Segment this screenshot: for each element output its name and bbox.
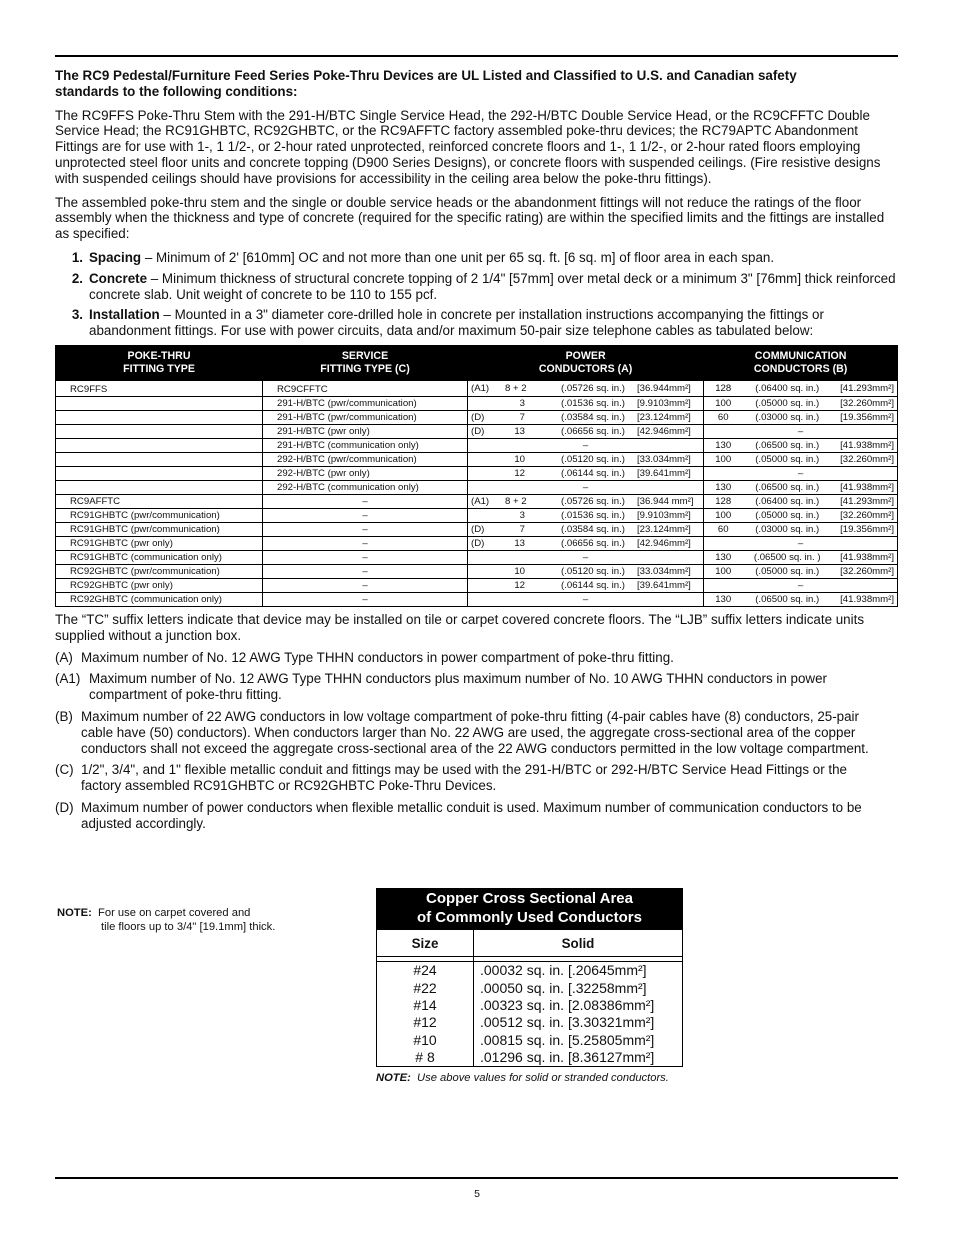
comm-mm: [41.938mm²] bbox=[840, 593, 894, 605]
cell-poke-thru: RC91GHBTC (pwr/communication) bbox=[56, 508, 263, 522]
size-cell: #10 bbox=[377, 1032, 474, 1049]
footnote-label: (C) bbox=[55, 762, 74, 778]
power-note bbox=[468, 579, 505, 592]
cell-communication bbox=[704, 550, 898, 564]
power-dash: – bbox=[582, 593, 589, 605]
comm-mm: [41.938mm²] bbox=[840, 481, 894, 493]
footnote bbox=[55, 709, 898, 756]
cell-communication bbox=[704, 410, 898, 424]
cell-poke-thru: RC9AFFTC bbox=[56, 494, 263, 508]
cell-power bbox=[468, 424, 704, 438]
cell-communication bbox=[704, 578, 898, 592]
comm-sq-in: (.06400 sq. in.) bbox=[755, 382, 820, 394]
cell-poke-thru: RC91GHBTC (pwr/communication) bbox=[56, 522, 263, 536]
table-row bbox=[56, 564, 898, 578]
comm-dash: – bbox=[797, 425, 804, 437]
cell-service: – bbox=[263, 536, 468, 550]
solid-cell: .00815 sq. in. [5.25805mm²] bbox=[474, 1032, 683, 1049]
cell-poke-thru bbox=[56, 396, 263, 410]
cell-service: 292-H/BTC (pwr/communication) bbox=[263, 452, 468, 466]
power-note: (D) bbox=[471, 425, 485, 437]
comm-values bbox=[704, 495, 897, 508]
power-sq-in: (.06144 sq. in.) bbox=[561, 579, 625, 591]
cell-service: 291-H/BTC (pwr only) bbox=[263, 424, 468, 438]
comm-mm: [32.260mm²] bbox=[840, 453, 894, 465]
power-dash: – bbox=[582, 551, 589, 563]
comm-sq-in: (.05000 sq. in.) bbox=[755, 453, 820, 465]
comm-dash: – bbox=[797, 537, 804, 549]
footnote-label: (A) bbox=[55, 649, 73, 665]
power-values bbox=[468, 411, 703, 424]
comm-values bbox=[704, 509, 897, 522]
power-values bbox=[468, 495, 703, 508]
cell-power bbox=[468, 578, 704, 592]
comm-sq-in: (.05000 sq. in.) bbox=[755, 509, 820, 521]
list-item: 3. Installation – Mounted in a 3" diameter core-drilled hole in concrete per installation instructions accompanying the fittings or abandonment fittings. For use with power circuits, data and/or maximum 50-pair size telephone cables as tabulated below: bbox=[71, 307, 824, 339]
table-row bbox=[377, 1014, 683, 1031]
comm-sq-in: (.03000 sq. in.) bbox=[755, 411, 820, 423]
power-mm: [36.944mm²] bbox=[637, 382, 691, 394]
carpet-note: NOTE: For use on carpet covered and tile floors up to 3/4" [19.1mm] thick. bbox=[57, 907, 276, 933]
cell-service: 292-H/BTC (pwr only) bbox=[263, 466, 468, 480]
table-row bbox=[56, 550, 898, 564]
copper-table bbox=[376, 929, 683, 1067]
power-mm: [23.124mm²] bbox=[637, 411, 691, 423]
comm-mm: [41.293mm²] bbox=[840, 495, 894, 507]
tc-note: The “TC” suffix letters indicate that device may be installed on tile or carpet covered concrete floors. The “LJB” suffix letters indicate units supplied without a junction box. bbox=[55, 611, 865, 643]
size-cell: #22 bbox=[377, 979, 474, 996]
table-row bbox=[377, 962, 683, 980]
power-note: (D) bbox=[471, 411, 485, 423]
table-row bbox=[377, 997, 683, 1014]
cell-poke-thru bbox=[56, 466, 263, 480]
size-cell: #14 bbox=[377, 997, 474, 1014]
solid-cell: .01296 sq. in. [8.36127mm²] bbox=[474, 1049, 683, 1067]
table-row bbox=[56, 452, 898, 466]
cell-communication bbox=[704, 480, 898, 494]
comm-mm: [32.260mm²] bbox=[840, 565, 894, 577]
copper-table-box bbox=[376, 888, 683, 1084]
table-row bbox=[56, 396, 898, 410]
footnote-text: Maximum number of 22 AWG conductors in low voltage compartment of poke-thru fitting (4-pair cables have (8) conductors, 25-pair cable have (50) conductors). When conductors larger than No. 22 AWG are used, the aggregate cross-sectional area of the copper conductors shall not exceed the aggregate cross-sectional area of the 22 AWG conductors permitted in the low voltage compartment. bbox=[81, 708, 869, 756]
power-count: 3 bbox=[519, 509, 525, 521]
power-values bbox=[468, 565, 703, 578]
cell-poke-thru bbox=[56, 424, 263, 438]
col-power: POWER CONDUCTORS (A) bbox=[468, 345, 704, 380]
comm-values bbox=[704, 593, 897, 606]
col-poke-thru: POKE-THRU FITTING TYPE bbox=[56, 345, 263, 380]
power-sq-in: (.06144 sq. in.) bbox=[561, 467, 625, 479]
power-mm: [9.9103mm²] bbox=[637, 397, 691, 409]
power-values bbox=[468, 537, 703, 550]
comm-sq-in: (.06500 sq. in.) bbox=[755, 439, 820, 451]
power-sq-in: (.03584 sq. in.) bbox=[561, 523, 625, 535]
footnote-label: (B) bbox=[55, 708, 73, 724]
bottom-rule bbox=[55, 1177, 898, 1179]
cell-power bbox=[468, 452, 704, 466]
power-sq-in: (.01536 sq. in.) bbox=[561, 509, 625, 521]
cell-communication bbox=[704, 438, 898, 452]
power-mm: [42.946mm²] bbox=[637, 537, 691, 549]
solid-cell: .00032 sq. in. [.20645mm²] bbox=[474, 962, 683, 980]
power-note: (D) bbox=[471, 537, 485, 549]
power-mm: [23.124mm²] bbox=[637, 523, 691, 535]
table-row bbox=[56, 466, 898, 480]
power-sq-in: (.03584 sq. in.) bbox=[561, 411, 625, 423]
power-mm: [33.034mm²] bbox=[637, 565, 691, 577]
power-note bbox=[468, 509, 505, 522]
top-rule bbox=[55, 55, 898, 57]
power-note: (A1) bbox=[471, 382, 490, 394]
comm-sq-in: (.05000 sq. in.) bbox=[755, 397, 820, 409]
power-count: 7 bbox=[519, 523, 525, 535]
power-values bbox=[468, 425, 703, 438]
table-header-row bbox=[56, 345, 898, 380]
comm-count: 100 bbox=[715, 565, 732, 577]
table-row bbox=[56, 438, 898, 452]
comm-sq-in: (.06400 sq. in.) bbox=[755, 495, 820, 507]
comm-sq-in: (.03000 sq. in.) bbox=[755, 523, 820, 535]
comm-values bbox=[704, 411, 897, 424]
cell-power bbox=[468, 550, 704, 564]
power-count: 7 bbox=[519, 411, 525, 423]
copper-note: NOTE: Use above values for solid or stranded conductors. bbox=[376, 1072, 669, 1085]
col-service: SERVICE FITTING TYPE (C) bbox=[263, 345, 468, 380]
comm-count: 100 bbox=[715, 453, 732, 465]
power-mm: [9.9103mm²] bbox=[637, 509, 691, 521]
footnote-text: Maximum number of No. 12 AWG Type THHN conductors plus maximum number of No. 10 AWG THHN conductors in power compartment of poke-thru fitting. bbox=[89, 671, 827, 703]
cell-poke-thru: RC91GHBTC (pwr only) bbox=[56, 536, 263, 550]
comm-values bbox=[704, 551, 897, 564]
power-dash: – bbox=[582, 439, 589, 451]
comm-sq-in: (.05000 sq. in.) bbox=[755, 565, 820, 577]
comm-count: 130 bbox=[715, 481, 732, 493]
power-values bbox=[468, 453, 703, 466]
power-sq-in: (.05726 sq. in.) bbox=[561, 495, 625, 507]
cell-communication bbox=[704, 522, 898, 536]
cell-power bbox=[468, 494, 704, 508]
cell-communication bbox=[704, 494, 898, 508]
power-count: 8 + 2 bbox=[505, 382, 527, 394]
cell-power bbox=[468, 592, 704, 606]
power-mm: [39.641mm²] bbox=[637, 467, 691, 479]
cell-service: 291-H/BTC (communication only) bbox=[263, 438, 468, 452]
comm-mm: [41.938mm²] bbox=[840, 551, 894, 563]
cell-service: – bbox=[263, 550, 468, 564]
cell-power bbox=[468, 466, 704, 480]
footnotes bbox=[55, 650, 898, 832]
power-count: 10 bbox=[514, 565, 525, 577]
table-row bbox=[56, 578, 898, 592]
cell-power bbox=[468, 396, 704, 410]
footnote bbox=[55, 671, 898, 703]
power-note bbox=[468, 467, 505, 480]
cell-power bbox=[468, 522, 704, 536]
power-count: 12 bbox=[514, 467, 525, 479]
comm-count: 100 bbox=[715, 397, 732, 409]
table-row bbox=[56, 410, 898, 424]
comm-mm: [32.260mm²] bbox=[840, 509, 894, 521]
comm-mm: [41.938mm²] bbox=[840, 439, 894, 451]
solid-cell: .00050 sq. in. [.32258mm²] bbox=[474, 979, 683, 996]
comm-count: 60 bbox=[717, 523, 729, 535]
power-values bbox=[468, 579, 703, 592]
cell-communication bbox=[704, 380, 898, 396]
list-item: 2. Concrete – Minimum thickness of structural concrete topping of 2 1/4" [57mm] over metal deck or a minimum 3" [76mm] thick reinforced concrete slab. Unit weight of concrete to be 110 to 155 pcf. bbox=[71, 270, 896, 302]
power-mm: [39.641mm²] bbox=[637, 579, 691, 591]
cell-power bbox=[468, 508, 704, 522]
intro-paragraph: The RC9FFS Poke-Thru Stem with the 291-H/BTC Single Service Head, the 292-H/BTC Double Service Head, or the RC9CFFTC Double Service Head; the RC91GHBTC, RC92GHBTC, or the RC9AFFTC factory assembled poke-thru devices; the RC79APTC Abandonment Fittings are for use with 1-, 1 1/2-, or 2-hour rated unprotected, reinforced concrete floors and 1-, 1 1/2-, or 2-hour rated floors employing unprotected steel floor units and concrete topping (D900 Series Designs), or concrete floors with suspended ceilings. (Fire resistive designs with suspended ceilings should have provisions for accessibility in the ceiling area below the poke-thru fittings). bbox=[55, 107, 881, 186]
footnote bbox=[55, 762, 898, 794]
footnote bbox=[55, 650, 898, 666]
cell-service: 291-H/BTC (pwr/communication) bbox=[263, 410, 468, 424]
power-values bbox=[468, 523, 703, 536]
cell-service: 292-H/BTC (communication only) bbox=[263, 480, 468, 494]
cell-communication bbox=[704, 536, 898, 550]
table-row bbox=[56, 424, 898, 438]
cell-service: – bbox=[263, 592, 468, 606]
table-row bbox=[377, 1049, 683, 1067]
footnote-label: (A1) bbox=[55, 671, 81, 687]
power-sq-in: (.06656 sq. in.) bbox=[561, 425, 625, 437]
solid-cell: .00323 sq. in. [2.08386mm²] bbox=[474, 997, 683, 1014]
comm-count: 60 bbox=[717, 411, 729, 423]
comm-values bbox=[704, 439, 897, 452]
power-count: 13 bbox=[514, 537, 525, 549]
table-row bbox=[56, 508, 898, 522]
comm-values bbox=[704, 397, 897, 410]
col-solid: Solid bbox=[474, 930, 683, 957]
power-note bbox=[468, 453, 505, 466]
cell-poke-thru: RC92GHBTC (communication only) bbox=[56, 592, 263, 606]
cell-poke-thru bbox=[56, 480, 263, 494]
list-item: 1. Spacing – Minimum of 2' [610mm] OC and not more than one unit per 65 sq. ft. [6 sq. m] of floor area in each span. bbox=[71, 249, 775, 265]
power-count: 12 bbox=[514, 579, 525, 591]
power-sq-in: (.05120 sq. in.) bbox=[561, 565, 625, 577]
cell-communication bbox=[704, 564, 898, 578]
power-count: 10 bbox=[514, 453, 525, 465]
page-number: 5 bbox=[474, 1188, 480, 1200]
power-values bbox=[468, 467, 703, 480]
copper-table-title: Copper Cross Sectional Area of Commonly Used Conductors bbox=[376, 888, 683, 929]
comm-count: 130 bbox=[715, 439, 732, 451]
cell-communication bbox=[704, 508, 898, 522]
comm-mm: [19.356mm²] bbox=[840, 411, 894, 423]
comm-count: 130 bbox=[715, 551, 732, 563]
power-count: 3 bbox=[519, 397, 525, 409]
cell-poke-thru: RC92GHBTC (pwr only) bbox=[56, 578, 263, 592]
comm-dash: – bbox=[797, 579, 804, 591]
rating-paragraph: The assembled poke-thru stem and the single or double service heads or the abandonment fittings will not reduce the ratings of the floor assembly when the thickness and type of concrete (required for the specific rating) are within the specified limits and the fittings are installed as specified: bbox=[55, 194, 885, 242]
table-row bbox=[56, 480, 898, 494]
power-sq-in: (.01536 sq. in.) bbox=[561, 397, 625, 409]
comm-sq-in: (.06500 sq. in. ) bbox=[753, 551, 821, 563]
cell-service: – bbox=[263, 578, 468, 592]
comm-values bbox=[704, 453, 897, 466]
footnote bbox=[55, 800, 898, 832]
power-sq-in: (.05726 sq. in.) bbox=[561, 382, 625, 394]
cell-power bbox=[468, 438, 704, 452]
conditions-list bbox=[55, 250, 898, 339]
col-size: Size bbox=[377, 930, 474, 957]
power-values bbox=[468, 382, 703, 395]
cell-service: – bbox=[263, 522, 468, 536]
power-note: (A1) bbox=[471, 495, 490, 507]
comm-count: 130 bbox=[715, 593, 732, 605]
cell-service: – bbox=[263, 564, 468, 578]
power-sq-in: (.05120 sq. in.) bbox=[561, 453, 625, 465]
table-row bbox=[56, 536, 898, 550]
footnote-text: Maximum number of No. 12 AWG Type THHN conductors in power compartment of poke-thru fitting. bbox=[81, 649, 674, 665]
cell-communication bbox=[704, 592, 898, 606]
cell-poke-thru: RC91GHBTC (communication only) bbox=[56, 550, 263, 564]
power-mm: [42.946mm²] bbox=[637, 425, 691, 437]
cell-power bbox=[468, 410, 704, 424]
table-row bbox=[56, 494, 898, 508]
power-values bbox=[468, 397, 703, 410]
comm-sq-in: (.06500 sq. in.) bbox=[755, 481, 820, 493]
power-note: (D) bbox=[471, 523, 485, 535]
footnote-label: (D) bbox=[55, 799, 74, 815]
cell-service: RC9CFFTC bbox=[263, 380, 468, 396]
comm-values bbox=[704, 523, 897, 536]
cell-service: – bbox=[263, 494, 468, 508]
power-mm: [36.944 mm²] bbox=[637, 495, 694, 507]
comm-values bbox=[704, 382, 897, 395]
footnote-text: Maximum number of power conductors when flexible metallic conduit is used. Maximum number of communication conductors to be adjusted accordingly. bbox=[81, 799, 862, 831]
table-row bbox=[377, 979, 683, 996]
power-note bbox=[468, 565, 505, 578]
cell-poke-thru bbox=[56, 438, 263, 452]
cell-poke-thru bbox=[56, 452, 263, 466]
comm-values bbox=[704, 565, 897, 578]
comm-count: 128 bbox=[715, 382, 732, 394]
power-count: 13 bbox=[514, 425, 525, 437]
comm-count: 100 bbox=[715, 509, 732, 521]
comm-sq-in: (.06500 sq. in.) bbox=[755, 593, 820, 605]
cell-communication bbox=[704, 424, 898, 438]
section-heading: The RC9 Pedestal/Furniture Feed Series Poke-Thru Devices are UL Listed and Classified to U.S. and Canadian safety standards to the following conditions: bbox=[55, 68, 797, 99]
cell-poke-thru: RC92GHBTC (pwr/communication) bbox=[56, 564, 263, 578]
power-note bbox=[468, 397, 505, 410]
comm-mm: [32.260mm²] bbox=[840, 397, 894, 409]
comm-count: 128 bbox=[715, 495, 732, 507]
table-row bbox=[56, 522, 898, 536]
comm-dash: – bbox=[797, 467, 804, 479]
cell-service: – bbox=[263, 508, 468, 522]
cell-communication bbox=[704, 466, 898, 480]
power-dash: – bbox=[582, 481, 589, 493]
cell-poke-thru: RC9FFS bbox=[56, 380, 263, 396]
power-sq-in: (.06656 sq. in.) bbox=[561, 537, 625, 549]
page-content bbox=[55, 68, 898, 838]
footnote-text: 1/2", 3/4", and 1" flexible metallic conduit and fittings may be used with the 291-H/BTC or 292-H/BTC Service Head Fittings or the factory assembled RC91GHBTC or RC92GHBTC Poke-Thru Devices. bbox=[81, 762, 847, 794]
comm-mm: [41.293mm²] bbox=[840, 382, 894, 394]
power-mm: [33.034mm²] bbox=[637, 453, 691, 465]
cell-power bbox=[468, 564, 704, 578]
cell-communication bbox=[704, 452, 898, 466]
power-count: 8 + 2 bbox=[505, 495, 527, 507]
comm-mm: [19.356mm²] bbox=[840, 523, 894, 535]
table-row bbox=[56, 592, 898, 606]
size-cell: #12 bbox=[377, 1014, 474, 1031]
cell-power bbox=[468, 380, 704, 396]
size-cell: #24 bbox=[377, 962, 474, 980]
col-communication: COMMUNICATION CONDUCTORS (B) bbox=[704, 345, 898, 380]
fitting-table bbox=[55, 345, 898, 607]
cell-poke-thru bbox=[56, 410, 263, 424]
cell-power bbox=[468, 536, 704, 550]
cell-power bbox=[468, 480, 704, 494]
solid-cell: .00512 sq. in. [3.30321mm²] bbox=[474, 1014, 683, 1031]
table-row bbox=[377, 1032, 683, 1049]
table-row bbox=[56, 380, 898, 396]
cell-communication bbox=[704, 396, 898, 410]
power-values bbox=[468, 509, 703, 522]
comm-values bbox=[704, 481, 897, 494]
cell-service: 291-H/BTC (pwr/communication) bbox=[263, 396, 468, 410]
size-cell: # 8 bbox=[377, 1049, 474, 1067]
